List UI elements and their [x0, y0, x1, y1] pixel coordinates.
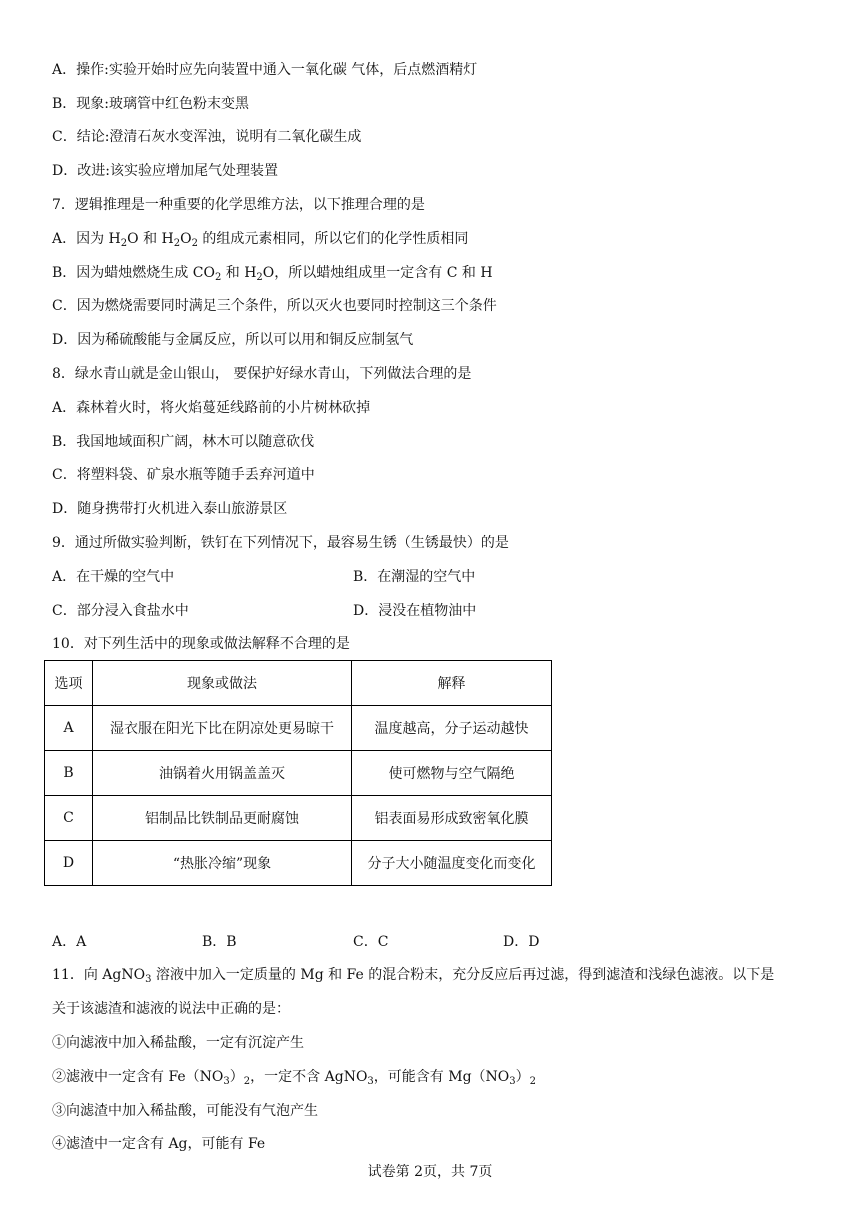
q8-option-c: C．将塑料袋、矿泉水瓶等随手丢弃河道中 — [52, 467, 315, 483]
q10-stem: 10．对下列生活中的现象或做法解释不合理的是 — [52, 636, 350, 652]
header-cell-phenomenon: 现象或做法 — [93, 661, 352, 706]
q11-stem: 11．向 AgNO$_3$ 溶液中加入一定质量的 Mg 和 Fe 的混合粉末，充分反应后再过滤，得到滤渣和浅绿色滤液。以下是 — [52, 967, 775, 985]
q9-option-b: B．在潮湿的空气中 — [353, 569, 476, 585]
q7-option-c: C．因为燃烧需要同时满足三个条件，所以灭火也要同时控制这三个条件 — [52, 298, 497, 314]
page-footer: 试卷第 2页，共 7页 — [367, 1164, 493, 1180]
table-cell: 铝表面易形成致密氧化膜 — [352, 796, 552, 841]
q7-option-a: A．因为 $H_2O$ 和 $H_2O_2$ 的组成元素相同，所以它们的化学性质相同 — [52, 231, 469, 249]
table-cell: “热胀冷缩”现象 — [93, 841, 352, 886]
q11-statement-2: ②滤液中一定含有 $Fe(NO_3)_2$，一定不含 AgNO$_3$，可能含有 $Mg(NO_3)_2$ — [52, 1069, 537, 1087]
q6-option-d: D．改进:该实验应增加尾气处理装置 — [52, 163, 278, 179]
table-row — [45, 841, 552, 886]
table-cell: D — [45, 841, 93, 886]
q9-option-c: C．部分浸入食盐水中 — [52, 603, 189, 619]
header-cell-option: 选项 — [45, 661, 93, 706]
q7-option-d: D．因为稀硫酸能与金属反应，所以可以用和铜反应制氢气 — [52, 332, 414, 348]
table-cell: 分子大小随温度变化而变化 — [352, 841, 552, 886]
q8-option-a: A．森林着火时，将火焰蔓延线路前的小片树林砍掉 — [52, 400, 371, 416]
q9-stem: 9．通过所做实验判断，铁钉在下列情况下，最容易生锈（生锈最快）的是 — [52, 535, 509, 551]
q6-option-b: B．现象:玻璃管中红色粉末变黑 — [52, 96, 250, 112]
q6-option-c: C．结论:澄清石灰水变浑浊，说明有二氧化碳生成 — [52, 129, 362, 145]
table-row — [45, 706, 552, 751]
q11-statement-3: ③向滤渣中加入稀盐酸，可能没有气泡产生 — [52, 1103, 318, 1119]
table-cell: 铝制品比铁制品更耐腐蚀 — [93, 796, 352, 841]
q10-table — [44, 660, 552, 886]
table-cell: C — [45, 796, 93, 841]
q8-option-b: B．我国地域面积广阔，林木可以随意砍伐 — [52, 434, 315, 450]
q7-stem: 7．逻辑推理是一种重要的化学思维方法，以下推理合理的是 — [52, 197, 425, 213]
q8-option-d: D．随身携带打火机进入泰山旅游景区 — [52, 501, 288, 517]
table-row — [45, 751, 552, 796]
q9-option-d: D．浸没在植物油中 — [353, 603, 477, 619]
q10-option-c: C．C — [353, 934, 389, 950]
q11-statement-1: ①向滤液中加入稀盐酸，一定有沉淀产生 — [52, 1035, 304, 1051]
q6-option-a: A．操作:实验开始时应先向装置中通入一氧化碳 气体，后点燃酒精灯 — [52, 62, 478, 78]
table-cell: 温度越高，分子运动越快 — [352, 706, 552, 751]
q7-option-b: B．因为蜡烛燃烧生成 $CO_2$ 和 $H_2O$，所以蜡烛组成里一定含有 C 和 H — [52, 265, 493, 283]
header-cell-explanation: 解释 — [352, 661, 552, 706]
table-cell: 湿衣服在阳光下比在阴凉处更易晾干 — [93, 706, 352, 751]
q11-statement-4: ④滤渣中一定含有 Ag，可能有 Fe — [52, 1136, 266, 1152]
table-row — [45, 796, 552, 841]
q9-option-a: A．在干燥的空气中 — [52, 569, 175, 585]
q8-stem: 8．绿水青山就是金山银山， 要保护好绿水青山，下列做法合理的是 — [52, 366, 472, 382]
table-cell: A — [45, 706, 93, 751]
table-header-row — [45, 661, 552, 706]
q10-option-b: B．B — [202, 934, 237, 950]
q11-stem-line2: 关于该滤渣和滤液的说法中正确的是： — [52, 1001, 290, 1017]
q10-option-a: A．A — [52, 934, 87, 950]
table-cell: B — [45, 751, 93, 796]
q10-option-d: D．D — [503, 934, 540, 950]
table-cell: 油锅着火用锅盖盖灭 — [93, 751, 352, 796]
table-cell: 使可燃物与空气隔绝 — [352, 751, 552, 796]
